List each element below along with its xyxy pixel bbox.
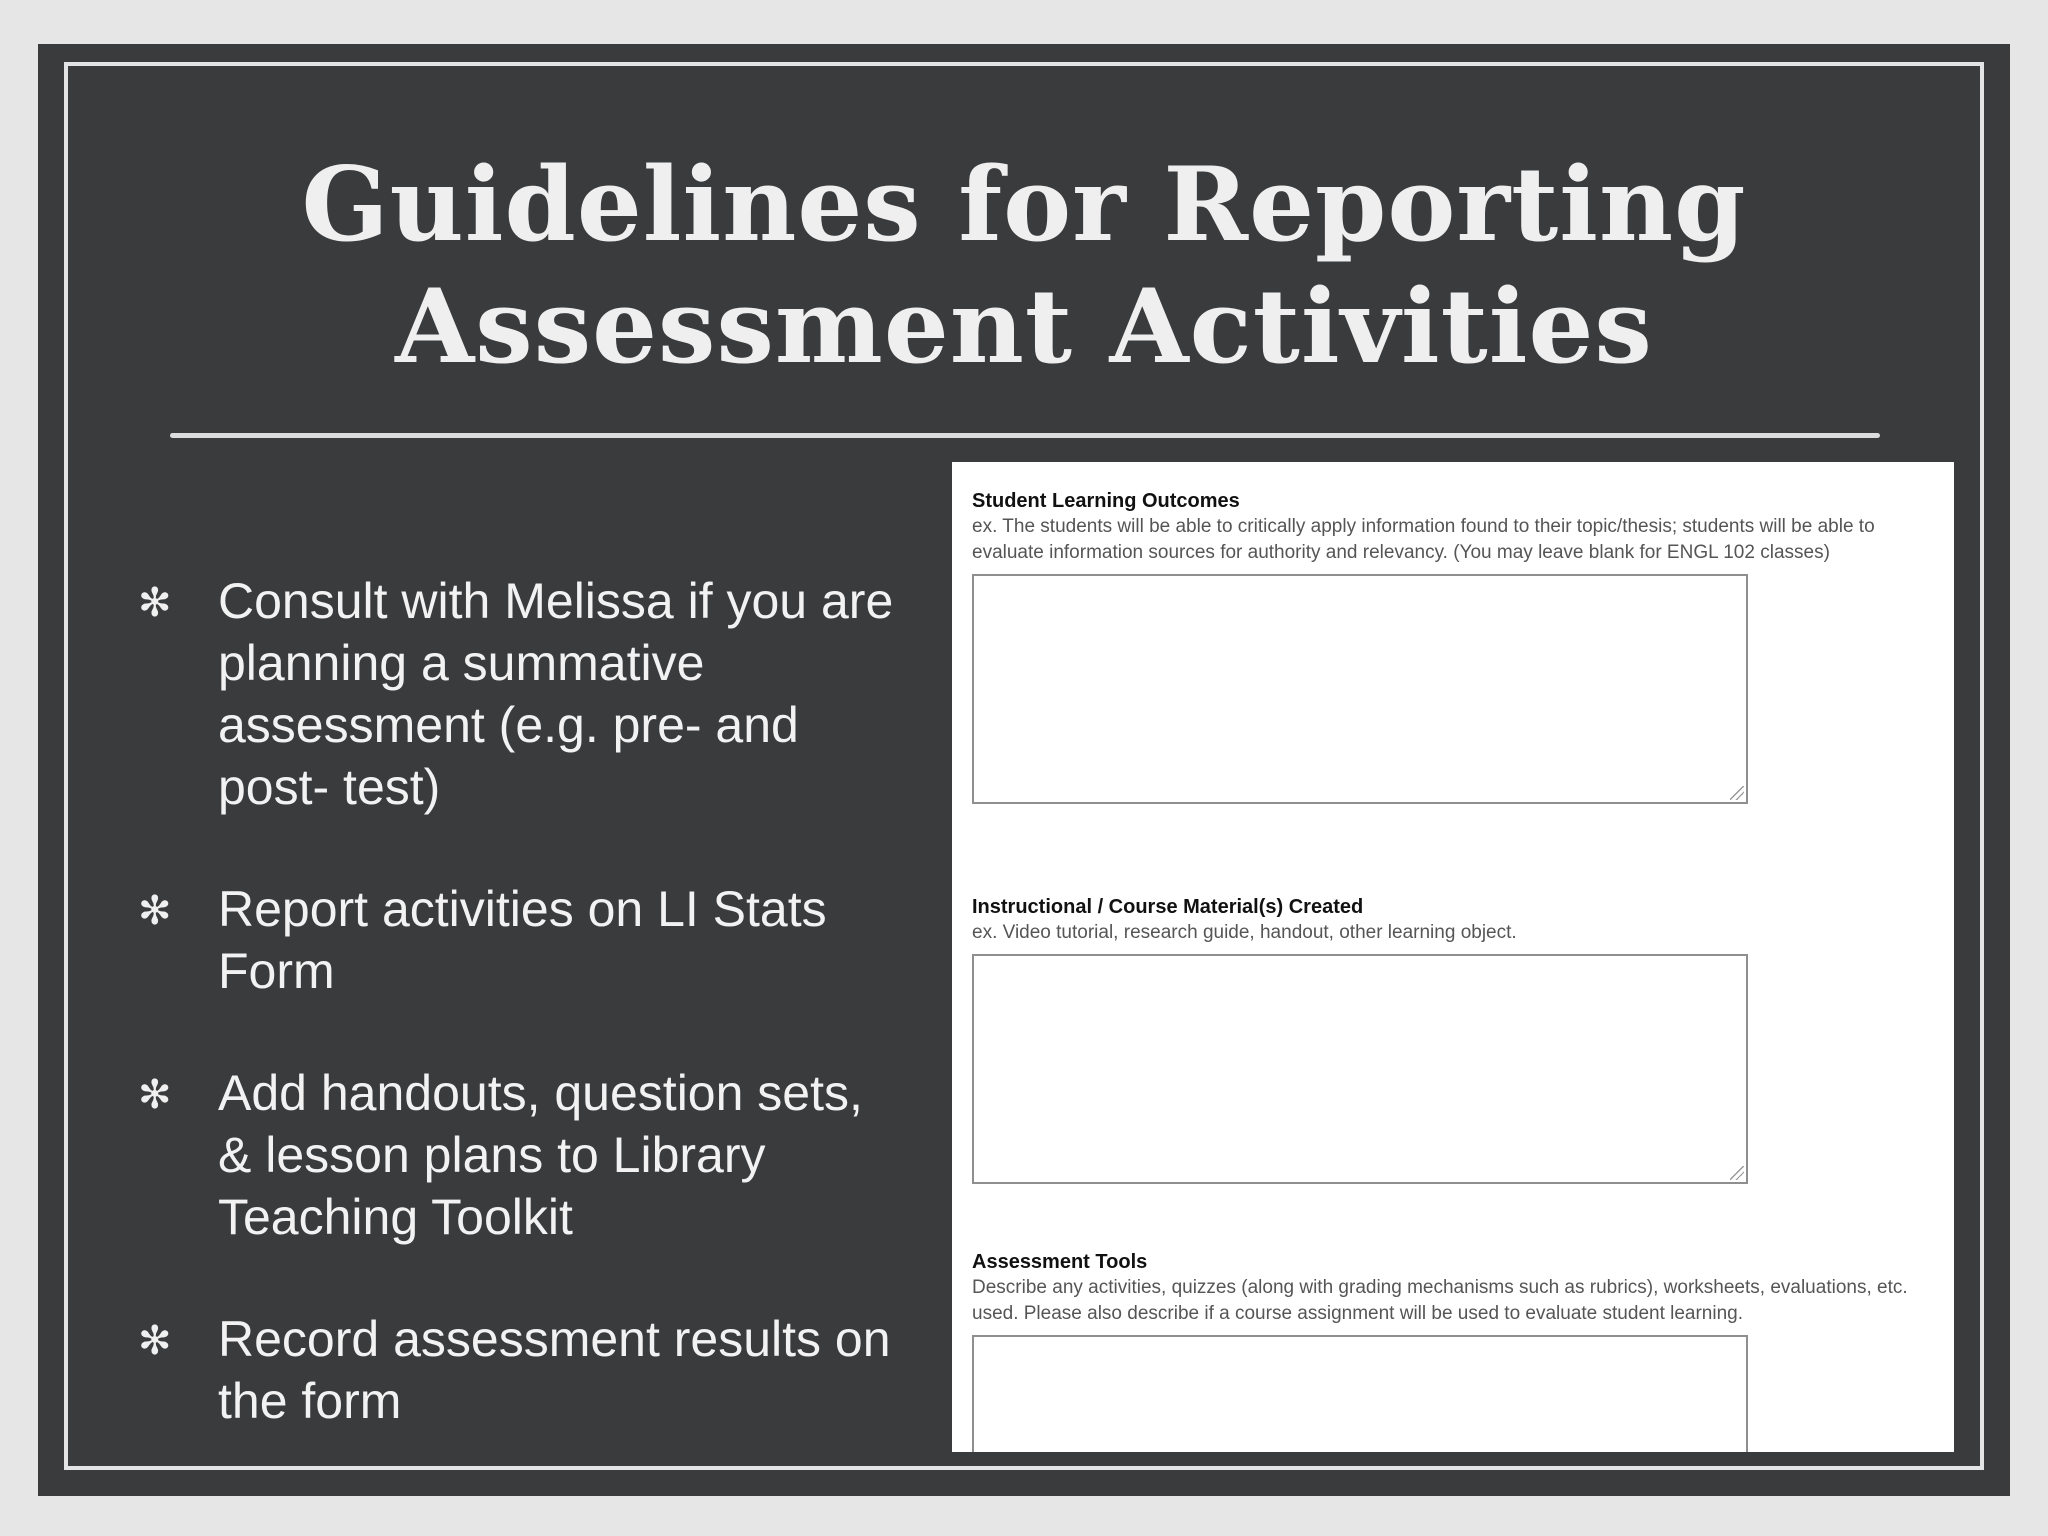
form-section-learning-outcomes <box>972 488 1932 804</box>
field-label: Student Learning Outcomes <box>972 490 1240 512</box>
bullet-item <box>138 1062 938 1248</box>
assessment-tools-textarea[interactable] <box>972 1335 1748 1452</box>
course-materials-textarea[interactable] <box>972 954 1748 1184</box>
bullet-item <box>138 1308 938 1432</box>
field-help-text: Describe any activities, quizzes (along with grading mechanisms such as rubrics), worksheets, evaluations, etc. used. Please also describe if a course assignment will be used to evaluate student learning. <box>972 1277 1908 1324</box>
asterisk-bullet-icon: ✻ <box>138 888 172 934</box>
bullet-text: Consult with Melissa if you are planning a summative assessment (e.g. pre- and post- test) <box>218 573 894 815</box>
form-section-assessment-tools <box>972 1249 1932 1452</box>
form-screenshot <box>952 462 1954 1452</box>
form-section-course-materials <box>972 894 1932 1184</box>
field-label: Instructional / Course Material(s) Created <box>972 896 1364 918</box>
slide-title-line-1: Guidelines for Reporting <box>301 145 1747 265</box>
resize-grip-icon[interactable] <box>1730 786 1744 800</box>
asterisk-bullet-icon: ✻ <box>138 1072 172 1118</box>
chalkboard-slide <box>38 44 2010 1496</box>
bullet-text: Add handouts, question sets, & lesson plans to Library Teaching Toolkit <box>218 1065 863 1245</box>
bullet-list <box>138 570 938 1492</box>
asterisk-bullet-icon: ✻ <box>138 580 172 626</box>
bullet-text: Record assessment results on the form <box>218 1311 891 1429</box>
asterisk-bullet-icon: ✻ <box>138 1318 172 1364</box>
field-help-text: ex. Video tutorial, research guide, handout, other learning object. <box>972 922 1517 943</box>
field-label: Assessment Tools <box>972 1251 1148 1273</box>
learning-outcomes-textarea[interactable] <box>972 574 1748 804</box>
bullet-item <box>138 878 938 1002</box>
bullet-item <box>138 570 938 818</box>
resize-grip-icon[interactable] <box>1730 1166 1744 1180</box>
bullet-text: Report activities on LI Stats Form <box>218 881 827 999</box>
slide-title <box>38 144 2010 388</box>
field-help-text: ex. The students will be able to critically apply information found to their topic/thesis; students will be able to evaluate information sources for authority and relevancy. (You may leave blank for ENGL 102 classes) <box>972 516 1875 563</box>
slide-title-line-2: Assessment Activities <box>395 267 1653 387</box>
title-divider <box>170 433 1880 438</box>
